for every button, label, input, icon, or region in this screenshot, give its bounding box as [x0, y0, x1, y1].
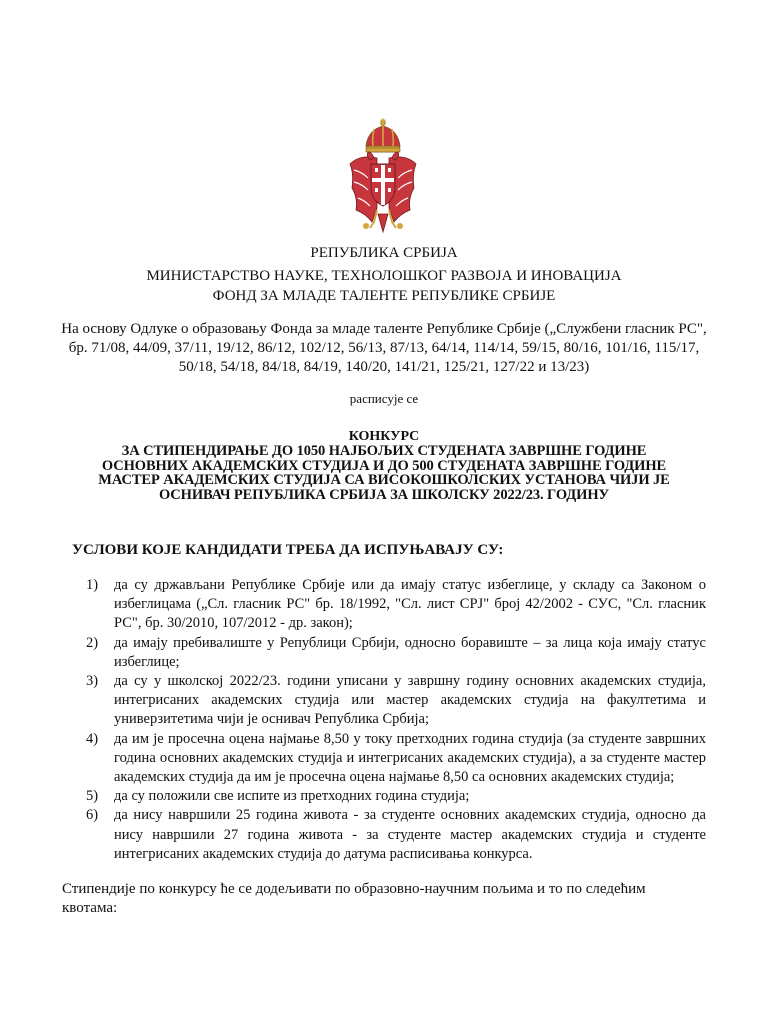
conditions-heading: УСЛОВИ КОЈЕ КАНДИДАТИ ТРЕБА ДА ИСПУЊАВАЈУ СУ: [72, 542, 504, 558]
fund-heading: ФОНД ЗА МЛАДЕ ТАЛЕНТЕ РЕПУБЛИКЕ СРБИЈЕ [212, 288, 556, 304]
coat-of-arms-icon [344, 118, 422, 236]
list-item-number: 6) [86, 807, 99, 824]
list-item-number: 3) [86, 673, 99, 690]
list-item-text: да имају пребивалиште у Републици Србији, односно боравиште – за лица која имају статус избеглице; [114, 634, 706, 670]
list-item-number: 4) [86, 730, 99, 747]
konkurs-title: КОНКУРС [348, 429, 420, 444]
list-item-text: да су положили све испите из претходних година студија; [114, 788, 470, 805]
republic-heading: РЕПУБЛИКА СРБИЈА [310, 245, 458, 261]
announces-line: расписује се [349, 391, 419, 406]
legal-basis-paragraph: На основу Одлуке о образовању Фонда за младе таленте Републике Србије („Службени гласник РС", бр. 71/08, 44/09, 37/11, 19/12, 86/12, 102/12, 56/13, 87/13, 64/14, 114/14, 59/15, 80/16, 101/16, 115/17, 50/18, 54/18, 84/18, 84/19, 140/20, 141/21, 125/21, 127/22 и 13/23) [61, 321, 707, 375]
ministry-heading: МИНИСТАРСТВО НАУКЕ, ТЕХНОЛОШКОГ РАЗВОЈА И ИНОВАЦИЈА [146, 268, 622, 284]
list-item-number: 1) [86, 577, 99, 593]
konkurs-subject: ЗА СТИПЕНДИРАЊЕ ДО 1050 НАЈБОЉИХ СТУДЕНАТА ЗАВРШНЕ ГОДИНЕ ОСНОВНИХ АКАДЕМСКИХ СТУДИЈА И ДО 500 СТУДЕНАТА ЗАВРШНЕ ГОДИНЕ МАСТЕР АКАДЕМСКИХ СТУДИЈА СА ВИСОКОШКОЛСКИХ УСТАНОВА ЧИЈИ ЈЕ ОСНИВАЧ РЕПУБЛИКА СРБИЈА ЗА ШКОЛСКУ 2022/23. ГОДИНУ [98, 443, 670, 503]
list-item [86, 730, 706, 788]
list-item [86, 787, 706, 806]
list-item-number: 5) [86, 788, 99, 805]
list-item-text: да су држављани Републике Србије или да имају статус избеглице, у складу са Законом о избеглицама („Сл. гласник РС" бр. 18/1992, "Сл. лист СРЈ" број 42/2002 - СУС, "Сл. гласник РС", бр. 30/2010, 107/2012 - др. закон); [114, 577, 706, 632]
list-item-text: да су у школској 2022/23. години уписани у завршну годину основних академских студија, интегрисаних академских студија или мастер академских студија на факултетима и универзитетима чији је оснивач Република Србија; [114, 673, 706, 728]
list-item [86, 634, 706, 672]
quota-intro-paragraph: Стипендије по конкурсу ће се додељивати по образовно-научним пољима и то по следећим квотама: [62, 881, 646, 916]
conditions-list [86, 576, 706, 864]
list-item-text: да им је просечна оцена најмање 8,50 у току претходних година студија (за студенте завршних година основних академских студија и интегрисаних академских студија), а за студенте мастер академских студија да им је просечна оцена најмање 8,50 са основних академских студија; [114, 730, 706, 786]
list-item [86, 806, 706, 864]
list-item-text: да нису навршили 25 година живота - за студенте основних академских студија, односно да нису навршили 27 година живота - за студенте мастер академских студија и студенте интегрисаних академских студија до датума расписивања конкурса. [114, 807, 706, 862]
list-item [86, 672, 706, 730]
list-item [86, 576, 706, 634]
list-item-number: 2) [86, 634, 99, 651]
